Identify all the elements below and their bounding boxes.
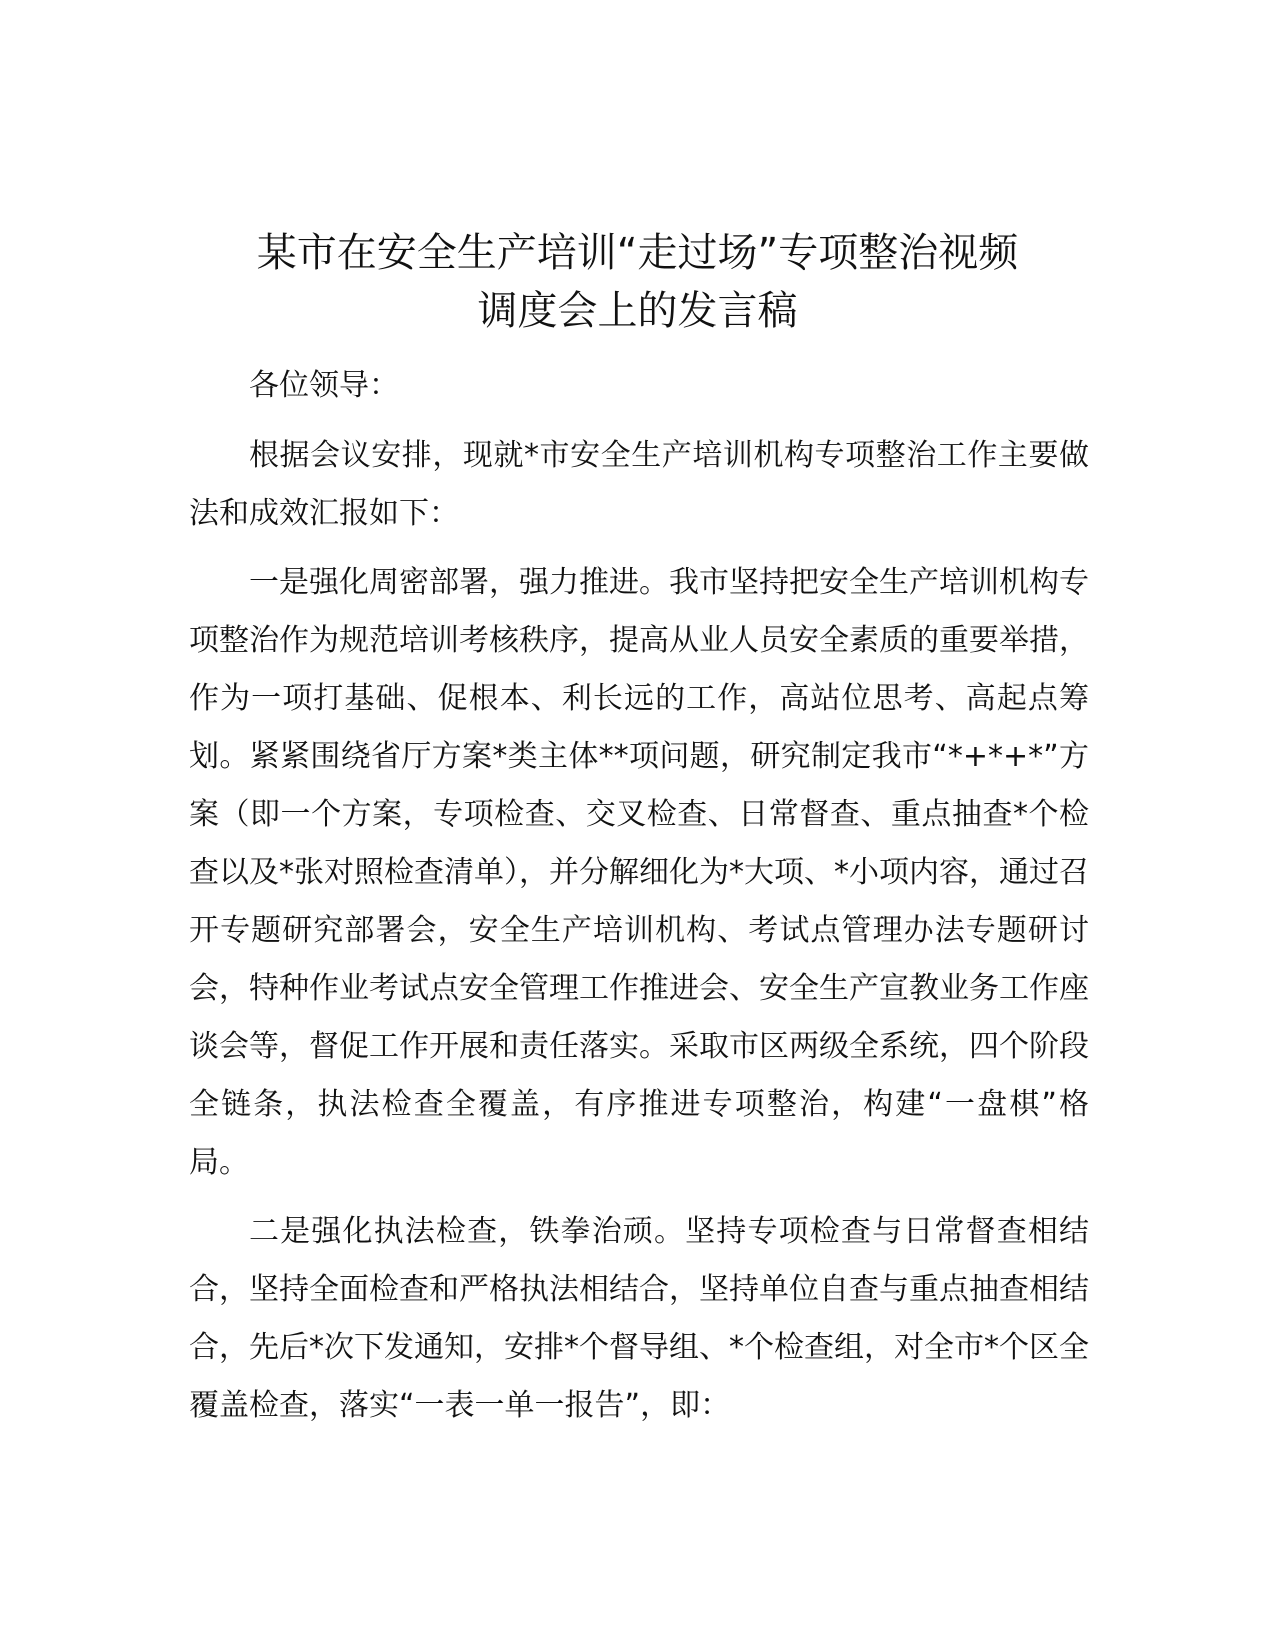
document-title-line-1: 某市在安全生产培训“走过场”专项整治视频 xyxy=(256,230,1019,276)
document-title xyxy=(150,224,1125,340)
paragraph-intro: 根据会议安排，现就*市安全生产培训机构专项整治工作主要做法和成效汇报如下： xyxy=(189,438,1089,531)
greeting: 各位领导： xyxy=(249,368,399,403)
paragraph-second-point: 二是强化执法检查，铁拳治顽。坚持专项检查与日常督查相结合，坚持全面检查和严格执法相结合，坚持单位自查与重点抽查相结合，先后*次下发通知，安排*个督导组、*个检查组，对全市*个区全覆盖检查，落实“一表一单一报告”，即： xyxy=(189,1214,1089,1423)
paragraph-first-point: 一是强化周密部署，强力推进。我市坚持把安全生产培训机构专项整治作为规范培训考核秩序，提高从业人员安全素质的重要举措，作为一项打基础、促根本、利长远的工作，高站位思考、高起点筹划。紧紧围绕省厅方案*类主体**项问题，研究制定我市“*+*+*”方案（即一个方案，专项检查、交叉检查、日常督查、重点抽查*个检查以及*张对照检查清单），并分解细化为*大项、*小项内容，通过召开专题研究部署会，安全生产培训机构、考试点管理办法专题研讨会，特种作业考试点安全管理工作推进会、安全生产宣教业务工作座谈会等，督促工作开展和责任落实。采取市区两级全系统，四个阶段全链条，执法检查全覆盖，有序推进专项整治，构建“一盘棋”格局。 xyxy=(189,565,1089,1180)
document-title-line-2: 调度会上的发言稿 xyxy=(477,288,798,334)
document-body xyxy=(189,357,1089,1446)
